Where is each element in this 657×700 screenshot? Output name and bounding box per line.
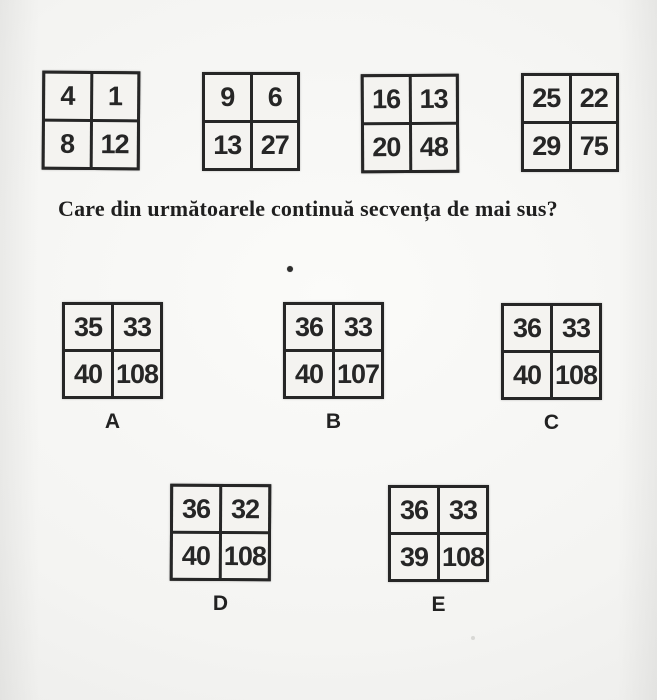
sequence-grid-2 — [202, 72, 300, 171]
grid-cell: 29 — [524, 124, 569, 169]
grid-cell: 40 — [65, 352, 111, 396]
grid-cell: 40 — [286, 352, 332, 396]
answer-option-d — [170, 484, 271, 616]
grid-cell: 108 — [440, 535, 486, 579]
option-grid-e — [388, 485, 489, 582]
grid-cell: 36 — [286, 305, 332, 349]
grid-cell: 27 — [253, 123, 298, 168]
grid-cell: 12 — [92, 122, 137, 167]
answer-option-b — [283, 302, 384, 434]
grid-cell: 16 — [364, 77, 409, 122]
option-grid-b — [283, 302, 384, 399]
grid-cell: 32 — [222, 487, 268, 531]
grid-cell: 1 — [93, 74, 138, 119]
grid-cell: 33 — [440, 488, 486, 532]
sequence-grid-4 — [521, 73, 619, 172]
sequence-grid-1 — [42, 71, 141, 171]
grid-cell: 35 — [65, 305, 111, 349]
grid-cell: 36 — [504, 306, 550, 350]
grid-cell: 39 — [391, 535, 437, 579]
option-label-b: B — [325, 410, 342, 433]
grid-cell: 75 — [572, 124, 617, 169]
option-label-a: A — [104, 410, 121, 433]
grid-cell: 9 — [205, 75, 250, 120]
grid-cell: 40 — [173, 534, 219, 578]
grid-cell: 13 — [411, 77, 456, 122]
grid-cell: 33 — [335, 305, 381, 349]
grid-cell: 48 — [412, 125, 457, 170]
grid-cell: 36 — [391, 488, 437, 532]
option-label-d: D — [212, 592, 229, 615]
grid-cell: 107 — [335, 352, 381, 396]
grid-cell: 20 — [364, 125, 409, 170]
grid-cell: 108 — [553, 353, 599, 397]
grid-cell: 13 — [205, 123, 250, 168]
answer-option-a — [62, 302, 163, 434]
grid-cell: 33 — [114, 305, 160, 349]
option-grid-c — [501, 303, 602, 400]
grid-cell: 108 — [222, 534, 268, 578]
grid-cell: 36 — [173, 487, 219, 531]
scan-speck — [471, 636, 475, 640]
option-label-c: C — [543, 411, 560, 434]
answer-option-c — [501, 303, 602, 435]
grid-cell: 33 — [553, 306, 599, 350]
grid-cell: 6 — [253, 75, 298, 120]
grid-cell: 4 — [45, 74, 90, 119]
option-label-e: E — [431, 593, 446, 616]
grid-cell: 8 — [45, 122, 90, 167]
answer-option-e — [388, 485, 489, 617]
option-grid-d — [170, 484, 272, 582]
grid-cell: 25 — [524, 76, 569, 121]
question-text: Care din următoarele continuă secvența de mai sus? — [58, 196, 558, 221]
stray-dot-mark — [287, 266, 293, 272]
sequence-grid-3 — [361, 74, 460, 174]
grid-cell: 22 — [572, 76, 617, 121]
grid-cell: 108 — [114, 352, 160, 396]
grid-cell: 40 — [504, 353, 550, 397]
option-grid-a — [62, 302, 163, 399]
